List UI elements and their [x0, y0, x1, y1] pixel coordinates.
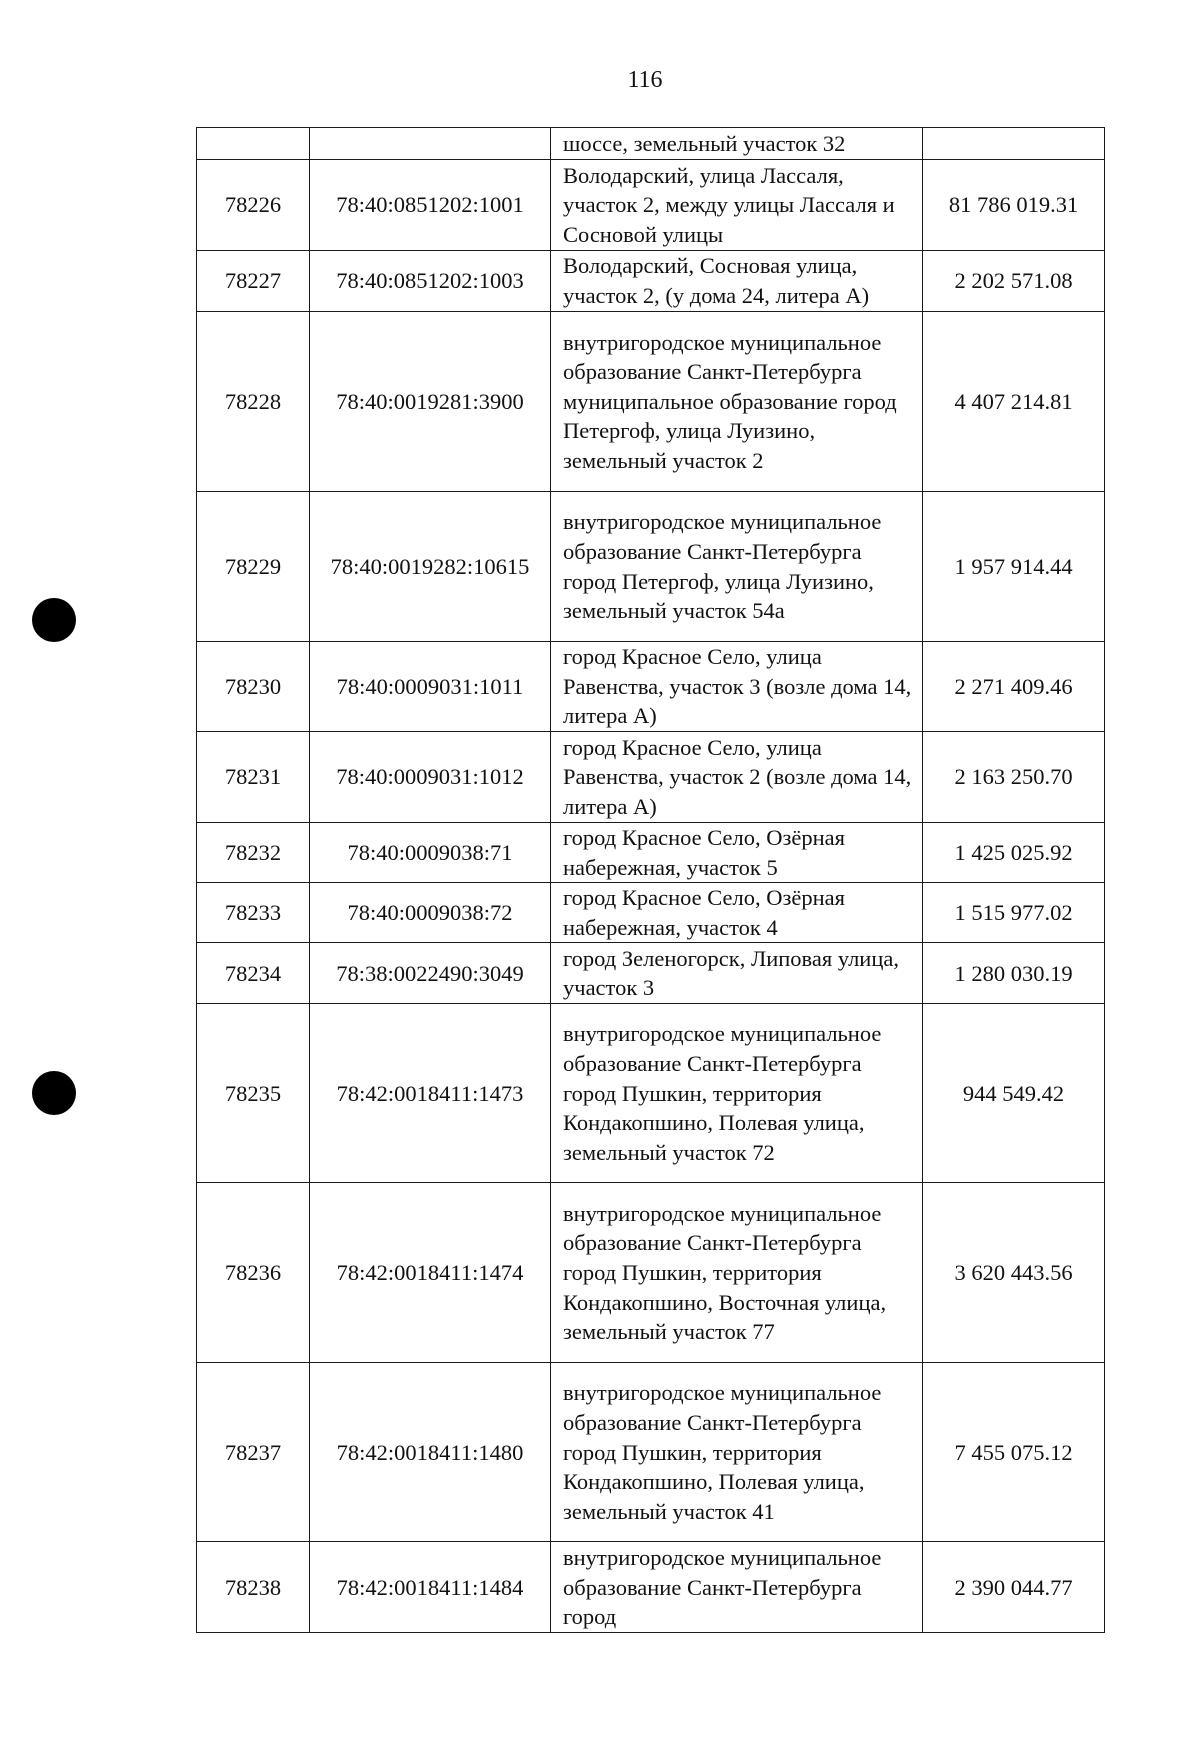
row-number-cell: 78236 — [197, 1183, 310, 1363]
row-number-cell: 78226 — [197, 160, 310, 251]
value-cell: 81 786 019.31 — [923, 160, 1105, 251]
table-row — [197, 1004, 1105, 1183]
address-text: шоссе, земельный участок 32 — [563, 130, 846, 156]
table-row — [197, 642, 1105, 732]
table-row — [197, 732, 1105, 823]
table-row — [197, 1542, 1105, 1633]
address-text: внутригородское муниципальное образование Санкт-Петербурга город Пушкин, территория Кондакопшино, Полевая улица, земельный участок 72 — [563, 1021, 882, 1165]
cadastral-number-cell: 78:40:0009031:1012 — [310, 732, 551, 823]
table-row — [197, 823, 1105, 883]
value-cell: 3 620 443.56 — [923, 1183, 1105, 1363]
address-text: город Красное Село, улица Равенства, участок 3 (возле дома 14, литера А) — [563, 644, 912, 729]
value-cell: 1 280 030.19 — [923, 943, 1105, 1004]
cadastral-number-cell: 78:40:0851202:1003 — [310, 251, 551, 312]
row-number-cell: 78235 — [197, 1004, 310, 1183]
value-cell: 4 407 214.81 — [923, 312, 1105, 492]
cadastral-number-cell: 78:42:0018411:1474 — [310, 1183, 551, 1363]
row-number-cell: 78228 — [197, 312, 310, 492]
cadastral-number-cell: 78:40:0851202:1001 — [310, 160, 551, 251]
value-cell: 1 957 914.44 — [923, 492, 1105, 642]
page-number: 116 — [627, 67, 663, 93]
punch-hole-mark — [32, 598, 76, 642]
address-text: внутригородское муниципальное образование Санкт-Петербурга муниципальное образование город Петергоф, улица Луизино, земельный участок 2 — [563, 329, 897, 473]
cadastral-number-cell: 78:40:0009038:71 — [310, 823, 551, 883]
address-text: внутригородское муниципальное образование Санкт-Петербурга город Пушкин, территория Кондакопшино, Полевая улица, земельный участок 41 — [563, 1380, 882, 1524]
value-cell: 2 163 250.70 — [923, 732, 1105, 823]
cadastral-number-cell: 78:42:0018411:1473 — [310, 1004, 551, 1183]
value-cell: 7 455 075.12 — [923, 1363, 1105, 1542]
row-number-cell: 78238 — [197, 1542, 310, 1633]
cadastral-number-cell — [310, 128, 551, 160]
table-row — [197, 160, 1105, 251]
cadastral-number-cell: 78:40:0009031:1011 — [310, 642, 551, 732]
table-row — [197, 492, 1105, 642]
table-row — [197, 128, 1105, 160]
address-cell — [551, 943, 923, 1004]
value-cell: 2 390 044.77 — [923, 1542, 1105, 1633]
value-cell: 1 425 025.92 — [923, 823, 1105, 883]
address-text: внутригородское муниципальное образование Санкт-Петербурга город Петергоф, улица Луизино, земельный участок 54а — [563, 509, 882, 624]
table-row — [197, 1363, 1105, 1542]
value-cell: 944 549.42 — [923, 1004, 1105, 1183]
address-cell — [551, 251, 923, 312]
address-cell — [551, 128, 923, 160]
cadastral-number-cell: 78:40:0019281:3900 — [310, 312, 551, 492]
table-row — [197, 883, 1105, 943]
table-row — [197, 943, 1105, 1004]
cadastral-number-cell: 78:40:0009038:72 — [310, 883, 551, 943]
value-cell — [923, 128, 1105, 160]
address-cell — [551, 1183, 923, 1363]
address-cell — [551, 1363, 923, 1542]
row-number-cell: 78237 — [197, 1363, 310, 1542]
address-text: Володарский, Сосновая улица, участок 2, (у дома 24, литера А) — [563, 253, 870, 308]
row-number-cell — [197, 128, 310, 160]
address-cell — [551, 642, 923, 732]
address-text: город Зеленогорск, Липовая улица, участок 3 — [563, 945, 900, 1001]
row-number-cell: 78231 — [197, 732, 310, 823]
address-cell — [551, 160, 923, 251]
table-row — [197, 1183, 1105, 1363]
address-cell — [551, 883, 923, 943]
row-number-cell: 78232 — [197, 823, 310, 883]
address-cell — [551, 1004, 923, 1183]
row-number-cell: 78233 — [197, 883, 310, 943]
value-cell: 1 515 977.02 — [923, 883, 1105, 943]
punch-hole-mark — [32, 1071, 76, 1115]
cadastral-number-cell: 78:38:0022490:3049 — [310, 943, 551, 1004]
address-text: город Красное Село, улица Равенства, участок 2 (возле дома 14, литера А) — [563, 734, 912, 819]
cadastral-number-cell: 78:42:0018411:1484 — [310, 1542, 551, 1633]
address-text: внутригородское муниципальное образование Санкт-Петербурга город — [563, 1544, 882, 1630]
address-cell — [551, 823, 923, 883]
land-plot-table — [196, 127, 1105, 1633]
value-cell: 2 202 571.08 — [923, 251, 1105, 312]
address-text: Володарский, улица Лассаля, участок 2, между улицы Лассаля и Сосновой улицы — [563, 162, 895, 247]
table-row — [197, 312, 1105, 492]
address-text: город Красное Село, Озёрная набережная, участок 5 — [563, 825, 845, 880]
address-cell — [551, 1542, 923, 1633]
cadastral-number-cell: 78:40:0019282:10615 — [310, 492, 551, 642]
row-number-cell: 78230 — [197, 642, 310, 732]
table-row — [197, 251, 1105, 312]
address-cell — [551, 732, 923, 823]
row-number-cell: 78234 — [197, 943, 310, 1004]
row-number-cell: 78229 — [197, 492, 310, 642]
address-text: внутригородское муниципальное образование Санкт-Петербурга город Пушкин, территория Кондакопшино, Восточная улица, земельный участок 77 — [563, 1200, 887, 1345]
address-text: город Красное Село, Озёрная набережная, участок 4 — [563, 885, 845, 940]
address-cell — [551, 492, 923, 642]
value-cell: 2 271 409.46 — [923, 642, 1105, 732]
cadastral-number-cell: 78:42:0018411:1480 — [310, 1363, 551, 1542]
row-number-cell: 78227 — [197, 251, 310, 312]
address-cell — [551, 312, 923, 492]
